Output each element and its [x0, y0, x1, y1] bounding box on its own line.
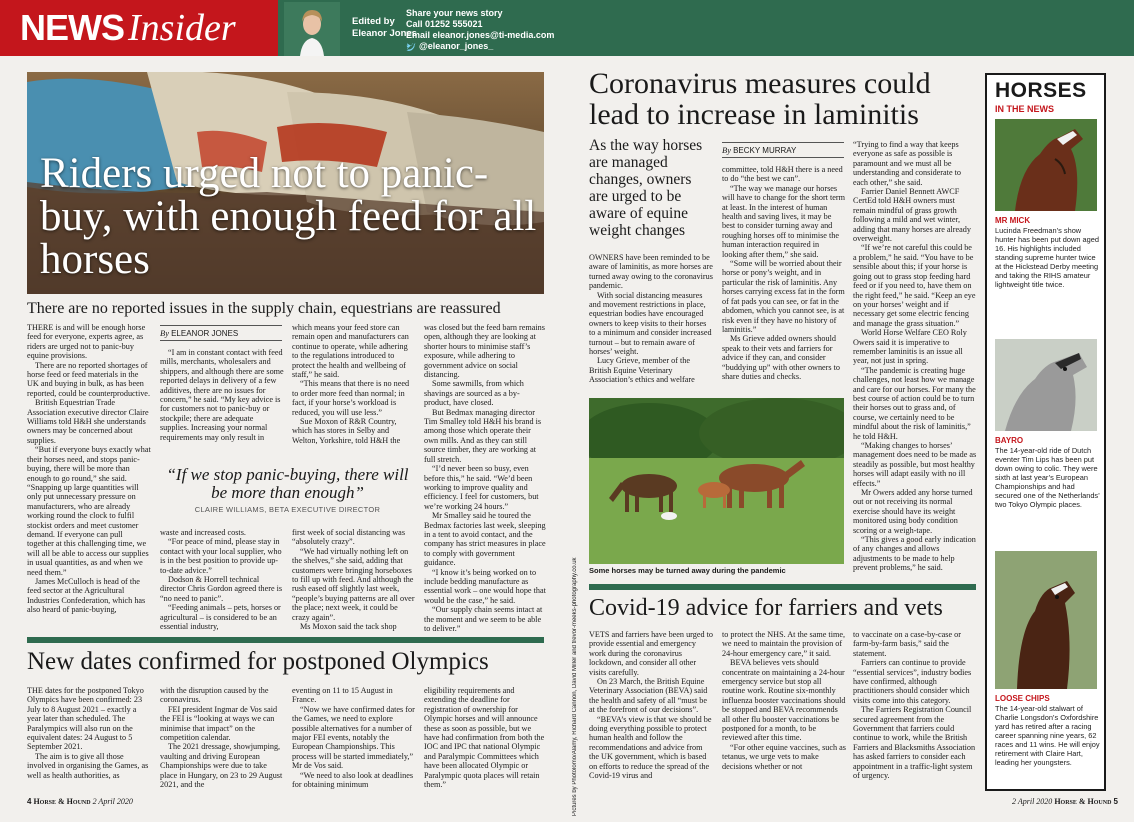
paragraph: “Now we have confirmed dates for the Games, we need to explore possible alternatives for a number of major FEI events, notably the European Championships. This process will be started immediately,” Mr de Vos said. — [292, 704, 415, 771]
paragraph: “For peace of mind, please stay in contact with your local supplier, who is in the best position to provide up-to-date advice.” — [160, 537, 282, 575]
news-insider-logo — [0, 0, 278, 56]
paragraph: “The way we manage our horses will have to change for the short term at least. In the interest of human health and saving lives, it may be best to consider turning away and roughing horses off to minimise the human interaction required in looking after them,” she said. — [722, 183, 846, 259]
edited-by-label: Edited by — [352, 16, 395, 27]
pull-quote-text: “If we stop panic-buying, there will be more than enough” — [166, 465, 409, 502]
olympics-column-3 — [292, 686, 416, 792]
paragraph: committee, told H&H there is a need to do “the best we can”. — [722, 165, 843, 184]
email-line: Email eleanor.jones@ti-media.com — [406, 30, 555, 40]
feature-standfirst: There are no reported issues in the supply chain, equestrians are reassured — [27, 300, 501, 317]
paragraph: Mr Smalley said he toured the Bedmax factories last week, sleeping in a tent to avoid contact, and the company has strict measures in place to comply with government guidance. — [424, 511, 546, 568]
sidebar-title: HORSES — [995, 79, 1087, 102]
sidebar-item-text: The 14-year-old stalwart of Charlie Longsdon’s Oxfordshire yard has retired after a racing career spanning nine years, 62 races and 11 wins. He will enjoy retirement with Claire Hart, leading her youngsters. — [995, 704, 1100, 767]
feature-column-3-top — [292, 323, 416, 461]
magazine-name: Horse & Hound — [33, 797, 91, 806]
magazine-name: Horse & Hound — [1054, 797, 1112, 806]
laminitis-standfirst: As the way horses are managed changes, owners are urged to be aware of equine weight changes — [589, 137, 703, 239]
paragraph: With social distancing measures and movement restrictions in place, equestrian bodies have encouraged owners to keep visits to their horses to a minimum and consider increased turnout – but to remain aware of horses’ weight. — [589, 290, 712, 357]
editor-photo — [284, 2, 340, 56]
paragraph: James McCulloch is head of the feed sector at the Agricultural Industries Confederation, which has also heard of panic-buying, — [27, 576, 146, 615]
feature-column-4 — [424, 323, 546, 638]
paragraph: “Feeding animals – pets, horses or agricultural – is considered to be an essential industry, — [160, 603, 281, 632]
covid-column-2 — [722, 630, 846, 792]
laminitis-column-3 — [853, 140, 977, 580]
paragraph: eventing on 11 to 15 August in France. — [292, 686, 393, 705]
bayro-photo — [995, 339, 1097, 431]
paragraph: Ms Grieve added owners should speak to their vets and farriers for advice if they can, and consider “buddying up” with other owners to share duties and checks. — [722, 334, 841, 381]
paragraph: “I’d never been so busy, even before this,” he said. “We’d been working to improve quality and efficiency. I feel for customers, but we’re working 24 hours.” — [424, 464, 539, 511]
paragraph: to protect the NHS. At the same time, we need to maintain the provision of 24-hour emergency care,” it said. — [722, 630, 846, 658]
paragraph: The Farriers Registration Council secured agreement from the Government that farriers could continue to work, while the British Farriers and Blacksmiths Association has asked farriers to consider each appointment in a traffic-light system of urgency. — [853, 705, 976, 781]
paragraph: “I know it’s being worked on to include bedding manufacture as essential work – one would hope that would be the case,” he said. — [424, 567, 546, 605]
page-number: 5 — [1113, 797, 1118, 806]
byline-name: ELEANOR JONES — [171, 329, 239, 338]
sidebar-item-text: The 14-year-old ride of Dutch eventer Tim Lips has been put down owing to colic. They were sixth at last year’s European Championships and had secured one of the Netherlands’ two Tokyo Olympic places. — [995, 446, 1100, 509]
feature-column-1 — [27, 323, 151, 638]
masthead — [0, 0, 1134, 56]
section-divider — [589, 584, 976, 590]
paragraph: World Horse Welfare CEO Roly Owers said it is imperative to remember laminitis is an issue all year, not just in spring. — [853, 328, 967, 366]
paragraph: FEI president Ingmar de Vos said the FEI is “looking at ways we can minimise that impact” on the competition calendar. — [160, 704, 278, 743]
paragraph: “For other equine vaccines, such as tetanus, we urge vets to make decisions whether or not — [722, 742, 846, 771]
sidebar-item-name: LOOSE CHIPS — [995, 694, 1050, 703]
paragraph: Lucy Grieve, member of the British Equine Veterinary Association’s ethics and welfare — [589, 356, 695, 385]
paragraph: Dodson & Horrell technical director Chris Gordon agreed there is “no need to panic”. — [160, 575, 283, 603]
picture-credits: Pictures by Photolomo/Alamy, Richard Cannon, David Miller and trevor-meeks-photography.co.uk — [572, 557, 578, 816]
laminitis-column-1 — [589, 253, 713, 393]
paragraph: On 23 March, the British Equine Veterinary Association (BEVA) said the health and safety of all “must be at the forefront of our decisions”. — [589, 677, 708, 715]
paragraph: OWNERS have been reminded to be aware of laminitis, as more horses are turned away owing to the coronavirus pandemic. — [589, 253, 713, 291]
byline-name: BECKY MURRAY — [733, 146, 797, 155]
loose-chips-photo — [995, 551, 1097, 689]
editor-name: Eleanor Jones — [352, 28, 417, 39]
paragraph: The 2021 dressage, showjumping, vaulting and driving European Championships were due to take place in Hungary, on 23 to 29 August 2021, and the — [160, 742, 283, 790]
grazing-horses-photo — [589, 398, 844, 564]
paragraph: “This gives a good early indication of any changes and allows adjustments to be made to help prevent problems,” he said. — [853, 535, 976, 573]
paragraph: There are no reported shortages of horse feed or feed materials in the UK and buying in bulk, as has been reported, could be counterproductive. — [27, 360, 150, 398]
sidebar-item-text: Lucinda Freedman’s show hunter has been put down aged 16. His highlights included standing supreme hunter twice at the Hickstead Derby meeting and taking the RIHS amateur lightweight title twice. — [995, 226, 1099, 289]
twitter-row — [406, 41, 554, 52]
olympics-headline: New dates confirmed for postponed Olympics — [27, 648, 489, 675]
paragraph: BEVA believes vets should concentrate on maintaining a 24-hour emergency service but stop all routine work. Routine six-monthly influenza booster vaccinations should be stopped and BEVA recommends all other flu booster vaccinations be postponed for a month, to be reviewed after this time. — [722, 658, 846, 743]
paragraph: “But if everyone buys exactly what their horses need, and stops panic-buying, there will be more than enough to go round,” she said. “Snapping up large quantities will only put unnecessary pressure on manufacturers, who are already working round the clock to fulfil stockist orders and meet customer demand. If everyone can pull together at this challenging time, we will all be able to access our supplies in usual quantities, as and when we need them.” — [27, 445, 151, 577]
paragraph: first week of social distancing was “absolutely crazy”. — [292, 528, 406, 547]
laminitis-headline: Coronavirus measures could lead to increase in laminitis — [589, 67, 931, 131]
twitter-icon — [406, 42, 416, 52]
twitter-handle: @eleanor_jones_ — [419, 41, 494, 51]
brand-news: NEWS — [20, 7, 124, 48]
paragraph: “Some will be worried about their horse or pony’s weight, and in particular the risk of laminitis. Any horses carrying excess fat in the form of fat pads you can see, or fat in the abdomen, which you cannot see, is at risk even if they have no history of laminitis.” — [722, 259, 845, 334]
paragraph: “BEVA’s view is that we should be doing everything possible to protect human health and follow the recommendations and advice from the UK government, which is based on efforts to reduce the spread of the Covid-19 virus and — [589, 714, 712, 781]
photo-caption: Some horses may be turned away during the pandemic — [589, 566, 786, 575]
paragraph: “Our supply chain seems intact at the moment and we seem to be able to deliver.” — [424, 605, 543, 633]
paragraph: VETS and farriers have been urged to provide essential and emergency work during the coronavirus lockdown, and consider all other visits carefully. — [589, 630, 713, 677]
paragraph: eligibility requirements and extending the deadline for registration of ownership for Olympic horses and will announce these as soon as possible, but we have had confirmation from both the IOC and IPC that national Olympic and Paralympic Committees which have been allocated Olympic or Paralympic quota places will retain them.” — [424, 686, 545, 790]
issue-date: 2 April 2020 — [1012, 797, 1053, 806]
paragraph: “I am in constant contact with feed mills, merchants, wholesalers and shippers, and although there are some reported delays in delivery of a few additives, there are no issues for concern,” he said. “My key advice is for customers not to panic-buy or stockpile; there are adequate supplies. Increasing your normal requirements may only result in — [160, 348, 284, 442]
left-page-footer — [27, 797, 133, 806]
call-line: Call 01252 555021 — [406, 19, 483, 29]
paragraph: The aim is to give all those involved in organising the Games, as well as health authorities, as — [27, 751, 149, 780]
feature-column-2-top — [160, 348, 284, 460]
pull-quote — [160, 466, 415, 514]
feature-column-2-bottom — [160, 528, 284, 638]
sidebar-item-name: MR MICK — [995, 216, 1031, 225]
covid-column-1 — [589, 630, 713, 792]
paragraph: Farriers can continue to provide “essential services”, industry bodies have confirmed, although practitioners should consider which visits come into this category. — [853, 658, 972, 705]
paragraph: “Making changes to horses’ management does need to be made as steadily as possible, but most healthy horses will adapt easily with no ill effects.” — [853, 441, 977, 488]
paragraph: with the disruption caused by the coronavirus. — [160, 686, 269, 705]
paragraph: Farrier Daniel Bennett AWCF CertEd told H&H owners must remain mindful of grass growth following a mild and wet winter, adding that many horses are already overweight. — [853, 187, 971, 244]
paragraph: to vaccinate on a case-by-case or farm-by-farm basis,” said the statement. — [853, 630, 961, 658]
paragraph: which means your feed store can remain open and manufacturers can continue to operate, while adhering to the regulations introduced to protect the health and wellbeing of staff,” he said. — [292, 323, 409, 380]
olympics-column-4 — [424, 686, 546, 792]
mr-mick-photo — [995, 119, 1097, 211]
covid-column-3 — [853, 630, 977, 792]
paragraph: But Bedmax managing director Tim Smalley told H&H his brand is among those which operate their own mills. And as they can still source timber, they are working at full stretch. — [424, 407, 542, 464]
feature-column-3-bottom — [292, 528, 416, 638]
byline-by: By — [722, 145, 731, 155]
paragraph: Some sawmills, from which shavings are sourced as a by-product, have closed. — [424, 379, 524, 408]
paragraph: THERE is and will be enough horse feed for everyone, experts agree, as riders are urged not to panic-buy equine provisions. — [27, 323, 146, 361]
paragraph: “This means that there is no need to order more feed than normal; in fact, if your horse’s workload is reduced, you will use less.” — [292, 379, 410, 417]
sidebar-subtitle: IN THE NEWS — [995, 104, 1055, 114]
byline-by: By — [160, 328, 169, 338]
horses-in-the-news-sidebar — [985, 73, 1106, 791]
olympics-column-1 — [27, 686, 149, 792]
olympics-column-2 — [160, 686, 284, 792]
paragraph: “Trying to find a way that keeps everyone as safe as possible is paramount and we must all be understanding and considerate to each other,” she said. — [853, 140, 961, 187]
laminitis-column-2 — [722, 165, 846, 393]
paragraph: THE dates for the postponed Tokyo Olympics have been confirmed: 23 July to 8 August 2021 – exactly a year later than scheduled. The Paralympics will also run on the equivalent dates: 24 August to 5 September 2021. — [27, 686, 144, 752]
paragraph: waste and increased costs. — [160, 528, 246, 537]
covid-headline: Covid-19 advice for farriers and vets — [589, 595, 943, 621]
paragraph: was closed but the feed barn remains open, although they are looking at shorter hours to minimise staff’s exposure, while adhering to government advice on social distancing. — [424, 323, 545, 380]
paragraph: “If we’re not careful this could be a problem,” he said. “You have to be sensible about this; if your horse is going out to grass stop feeding hard feed or if you need to, have them on the right feed,” he said. “Keep an eye on your horses’ weight and if necessary get some electric fencing and manage the grass situation.” — [853, 243, 976, 328]
issue-date: 2 April 2020 — [92, 797, 133, 806]
paragraph: “The pandemic is creating huge challenges, not least how we manage and care for our horses. For many the best course of action could be to turn their horses out to grass and, of course, we certainly need to be mindful about the risk of laminitis,” he told H&H. — [853, 365, 976, 441]
feature-headline: Riders urged not to panic-buy, with enough feed for all horses — [40, 150, 537, 283]
page-number: 4 — [27, 797, 32, 806]
feature-byline — [160, 325, 282, 341]
right-page-footer — [1012, 797, 1118, 806]
contact-box — [406, 8, 554, 52]
pull-quote-attribution: CLAIRE WILLIAMS, BETA EXECUTIVE DIRECTOR — [194, 505, 381, 514]
paragraph: Ms Moxon said the tack shop — [300, 622, 397, 632]
sidebar-item-name: BAYRO — [995, 436, 1024, 445]
paragraph: Sue Moxon of R&R Country, which has stores in Selby and Welton, Yorkshire, told H&H the — [292, 417, 401, 445]
paragraph: “We had virtually nothing left on the shelves,” she said, adding that customers were bringing horseboxes to fill up with feed. And although the rush eased off slightly last week, “people’s buying patterns are all over the place; next week, it could be crazy again”. — [292, 546, 415, 622]
share-line: Share your news story — [406, 8, 503, 18]
section-divider — [27, 637, 544, 643]
paragraph: British Equestrian Trade Association executive director Claire Williams told H&H she understands owners may be concerned about supplies. — [27, 398, 149, 445]
paragraph: Mr Owers added any horse turned out or not receiving its normal exercise should have its weight monitored using body condition scoring or a weigh-tape. — [853, 488, 973, 535]
laminitis-byline — [722, 142, 844, 158]
brand-insider: Insider — [128, 7, 236, 49]
paragraph: “We need to also look at deadlines for obtaining minimum — [292, 770, 414, 790]
